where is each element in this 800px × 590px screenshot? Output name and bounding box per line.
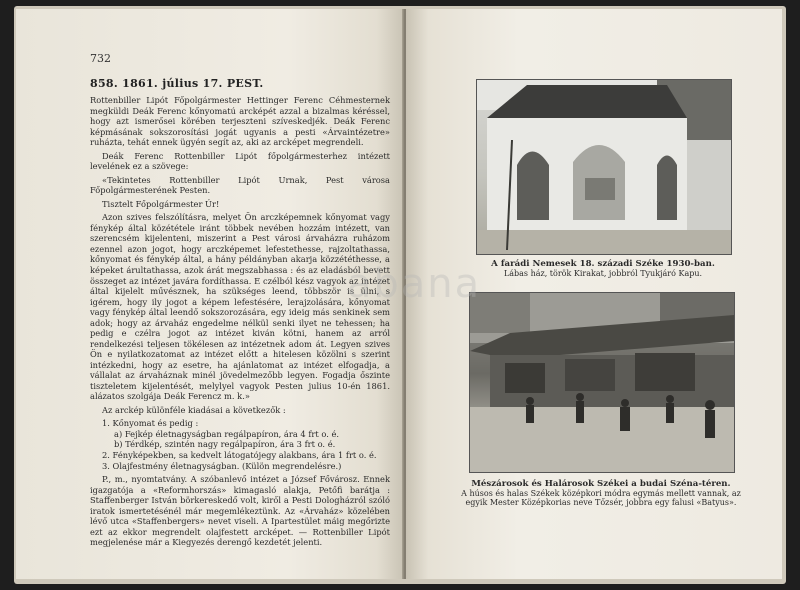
photo-market <box>469 292 735 473</box>
letter-body: Azon szives felszólításra, melyet Ön arczképemnek kőnyomat vagy fénykép által közététele iránt többek nevében hozzám intézett, van szerencsém kijelenteni, miszerint a Pest városi árvaházra ruházom ezennel azon jogot, hogy arczképemet lefestethesse, rajzoltathassa, kőnyomat és fénykép által, a hány példányban akarja közzététhesse, a képeket árultathassa, azok árát megszabhassa : és az eladásból bevett összeget az intézet javára fordíthassa. E czélból kész vagyok az intézet által kijelelt művésznek, ha szükséges leend, többször is ülni, s igérem, hogy ily jogot a képem lefestésére, lerajzolására, kőnyomat vagy fénykép által leendő sokszorozására, egy ideig más senkinek sem adok; hogy az árvaház engedelme nélkül senki ilyet ne tehessen; ha pedig e czélra jogot az intézet kiván kötni, hanem az arról rendelkezési teljesen tökélesen az intézetnek adom át. Legyen szives Ön e nyilatkozatomat az intézet előtt a hitelesen közölni s szerint intézkedni, hogy az esetre, ha ajánlatomat az intézet elfogadja, a vállalat az árvaháznak minél jövedelmezőbb legyen. Fogadja őszinte tiszteletem kijelentését, melylyel vagyok Pesten julius 10-én 1861. alázatos szolgája Deák Ferencz m. k.» <box>90 212 390 402</box>
list-item: b) Térdkép, szintén nagy regálpapíron, ára 3 frt o. é. <box>114 439 336 450</box>
photo1-subtitle: Lábas ház, török Kirakat, jobbról Tyukjáró Kapu. <box>503 269 703 278</box>
market-photo-drawing <box>470 293 734 472</box>
left-body-text <box>90 95 390 551</box>
photo-building <box>476 79 732 255</box>
list-item: a) Fejkép életnagyságban regálpapíron, ára 4 frt o. é. <box>114 428 340 439</box>
list-item: 2. Fényképekben, sa kedvelt látogatójegy alakbans, ára 1 frt o. é. <box>102 450 377 460</box>
editions-list <box>90 418 390 471</box>
letter-heading: 858. 1861. július 17. PEST. <box>90 77 264 90</box>
open-book <box>14 6 786 584</box>
photo2-caption <box>456 479 746 507</box>
watermark: abana <box>346 261 482 307</box>
photo2-subtitle: A húsos és halas Székek középkori módra egymás mellett vannak, az egyik Mester Középkorias neve Tőzsér, jobbra egy falusi «Batyus». <box>461 489 741 507</box>
letter-intro: Deák Ferenc Rottenbiller Lipót főpolgármesterhez intézett levelének ez a szövege: <box>90 150 390 172</box>
building-photo-drawing <box>477 80 731 254</box>
list-item: 1. Kőnyomat és pedig : <box>102 418 199 429</box>
list-item: 3. Olajfestmény életnagyságban. (Külön megrendelésre.) <box>102 460 342 471</box>
letter-address: «Tekintetes Rottenbiller Lipót Urnak, Pest városa Főpolgármesterének Pesten. <box>90 174 390 196</box>
editions-intro: Az arckép különféle kiadásai a következők : <box>102 404 286 415</box>
closing-note: P., m., nyomtatvány. A szóbanlevő intézet a József Fővárosz. Ennek igazgatója a «Reformhorszás» kimagasló alakja, Petőfi barátja : Staffenberger István börkereskedő volt, kiről a Pesti Dologházról szóló iratok ismertetésénél már megemlékeztünk. Az «Árvaház» közelében lévő utca «Staffenbergers» nevet viseli. A Ipartestület máig megőrizte ezt az ekkor megrendelt olajfestett arcképet. — Rottenbiller Lipót megjelenése már a Kiegyezés derengő kezdetét jelenti. <box>90 474 390 548</box>
photo1-title: A farádi Nemesek 18. századi Széke 1930-ban. <box>491 259 715 269</box>
letter-salutation: Tisztelt Főpolgármester Úr! <box>102 198 220 209</box>
photo2-title: Mészárosok és Halárosok Székei a budai Széna-téren. <box>471 479 731 489</box>
intro-paragraph: Rottenbiller Lipót Főpolgármester Hettinger Ferenc Céhmesternek megküldi Deák Ferenc kőnyomatú arcképét azzal a bizalmas kéréssel, hogy azt ismerősei körében terjeszteni szíveskedjék. Deák Ferenc képmásának sokszorosítási jogát ugyanis a pesti «Árvaintézetre» ruházta, tehát ennek ügyén segít az, aki az arcképet megrendeli. <box>90 95 390 148</box>
page-number: 732 <box>90 52 111 65</box>
